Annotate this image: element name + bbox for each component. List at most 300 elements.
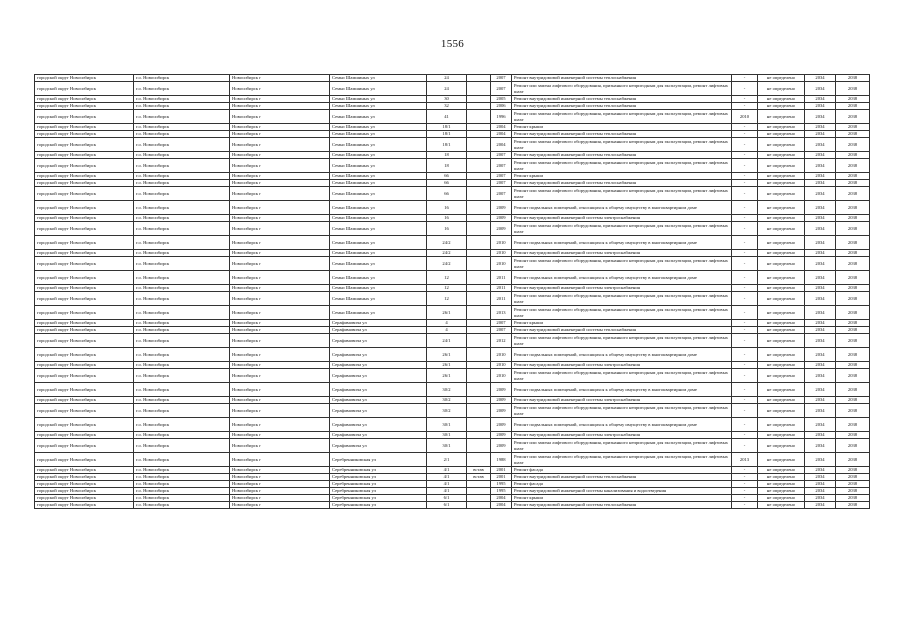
cell-last-repair: -: [732, 495, 758, 502]
cell-letter: [467, 292, 491, 306]
cell-house: 41: [427, 110, 467, 124]
cell-house: 18: [427, 159, 467, 173]
cell-last-repair: -: [732, 502, 758, 509]
cell-last-repair: -: [732, 187, 758, 201]
cell-year-built: 2011: [491, 285, 512, 292]
cell-period-start: 2034: [805, 481, 836, 488]
cell-city: Новосибирск г: [230, 124, 330, 131]
cell-period-start: 2034: [805, 397, 836, 404]
cell-house: 18/1: [427, 138, 467, 152]
cell-house: 30/2: [427, 404, 467, 418]
table-row: [35, 124, 870, 131]
cell-period-end: 2038: [836, 467, 870, 474]
cell-district: г.о. Новосибирск: [134, 152, 230, 159]
cell-year-built: 2010: [491, 257, 512, 271]
cell-letter: [467, 348, 491, 362]
cell-cost: не определено: [758, 180, 805, 187]
cell-cost: не определено: [758, 75, 805, 82]
cell-street: Серафимовича ул: [330, 418, 427, 432]
cell-house: 24/2: [427, 236, 467, 250]
cell-last-repair: 2013: [732, 453, 758, 467]
cell-house: 12: [427, 292, 467, 306]
cell-cost: не определено: [758, 257, 805, 271]
cell-city: Новосибирск г: [230, 362, 330, 369]
cell-district: г.о. Новосибирск: [134, 292, 230, 306]
table-row: [35, 481, 870, 488]
cell-street: Серебренниковская ул: [330, 481, 427, 488]
cell-letter: [467, 124, 491, 131]
cell-period-end: 2038: [836, 404, 870, 418]
cell-city: Новосибирск г: [230, 418, 330, 432]
cell-house: 12: [427, 271, 467, 285]
cell-letter: [467, 159, 491, 173]
cell-district: г.о. Новосибирск: [134, 334, 230, 348]
table-body: [35, 75, 870, 509]
cell-city: Новосибирск г: [230, 495, 330, 502]
cell-letter: [467, 201, 491, 215]
table-row: [35, 222, 870, 236]
cell-city: Новосибирск г: [230, 173, 330, 180]
cell-cost: не определено: [758, 138, 805, 152]
cell-district: г.о. Новосибирск: [134, 362, 230, 369]
cell-municipality: городской округ Новосибирск: [35, 75, 134, 82]
cell-period-start: 2034: [805, 222, 836, 236]
cell-last-repair: -: [732, 103, 758, 110]
cell-district: г.о. Новосибирск: [134, 383, 230, 397]
cell-period-end: 2038: [836, 474, 870, 481]
cell-district: г.о. Новосибирск: [134, 502, 230, 509]
cell-year-built: 2009: [491, 439, 512, 453]
cell-year-built: 2001: [491, 474, 512, 481]
cell-work-type: Ремонт или замена лифтового оборудования, признанного непригодным для эксплуатации, ремонт лифтовых шахт: [512, 404, 732, 418]
cell-street: Серафимовича ул: [330, 369, 427, 383]
cell-work-type: Ремонт внутридомовой инженерной системы теплоснабжения: [512, 180, 732, 187]
cell-period-end: 2038: [836, 110, 870, 124]
cell-period-start: 2034: [805, 187, 836, 201]
cell-period-start: 2034: [805, 124, 836, 131]
cell-period-start: 2034: [805, 285, 836, 292]
cell-city: Новосибирск г: [230, 334, 330, 348]
table-row: [35, 348, 870, 362]
cell-municipality: городской округ Новосибирск: [35, 362, 134, 369]
cell-period-start: 2034: [805, 131, 836, 138]
cell-period-start: 2034: [805, 292, 836, 306]
cell-letter: [467, 418, 491, 432]
cell-house: 26/1: [427, 306, 467, 320]
cell-municipality: городской округ Новосибирск: [35, 215, 134, 222]
cell-cost: не определено: [758, 418, 805, 432]
cell-district: г.о. Новосибирск: [134, 250, 230, 257]
table-row: [35, 250, 870, 257]
cell-street: Серебренниковская ул: [330, 495, 427, 502]
cell-cost: не определено: [758, 152, 805, 159]
cell-house: 30/2: [427, 397, 467, 404]
cell-letter: [467, 320, 491, 327]
cell-municipality: городской округ Новосибирск: [35, 173, 134, 180]
cell-last-repair: -: [732, 173, 758, 180]
cell-street: Семьи Шамшиных ул: [330, 257, 427, 271]
cell-city: Новосибирск г: [230, 432, 330, 439]
cell-period-end: 2038: [836, 432, 870, 439]
cell-last-repair: -: [732, 159, 758, 173]
cell-year-built: 2004: [491, 124, 512, 131]
cell-municipality: городской округ Новосибирск: [35, 327, 134, 334]
cell-cost: не определено: [758, 334, 805, 348]
cell-year-built: 1995: [491, 488, 512, 495]
cell-letter: [467, 453, 491, 467]
cell-letter: [467, 215, 491, 222]
cell-municipality: городской округ Новосибирск: [35, 96, 134, 103]
cell-period-start: 2034: [805, 82, 836, 96]
cell-cost: не определено: [758, 201, 805, 215]
cell-street: Семьи Шамшиных ул: [330, 131, 427, 138]
cell-period-end: 2038: [836, 306, 870, 320]
cell-period-end: 2038: [836, 418, 870, 432]
cell-municipality: городской округ Новосибирск: [35, 250, 134, 257]
cell-cost: не определено: [758, 383, 805, 397]
cell-last-repair: -: [732, 320, 758, 327]
cell-year-built: 1988: [491, 453, 512, 467]
cell-work-type: Ремонт подвальных помещений, относящихся к общему имуществу в многоквартирном доме: [512, 418, 732, 432]
cell-street: Семьи Шамшиных ул: [330, 292, 427, 306]
table-row: [35, 96, 870, 103]
cell-cost: не определено: [758, 320, 805, 327]
cell-city: Новосибирск г: [230, 439, 330, 453]
cell-house: 6/1: [427, 502, 467, 509]
cell-municipality: городской округ Новосибирск: [35, 418, 134, 432]
cell-period-start: 2034: [805, 236, 836, 250]
cell-district: г.о. Новосибирск: [134, 103, 230, 110]
cell-year-built: 2007: [491, 320, 512, 327]
cell-district: г.о. Новосибирск: [134, 75, 230, 82]
cell-street: Семьи Шамшиных ул: [330, 306, 427, 320]
cell-city: Новосибирск г: [230, 82, 330, 96]
cell-period-end: 2038: [836, 96, 870, 103]
cell-last-repair: -: [732, 292, 758, 306]
cell-cost: не определено: [758, 173, 805, 180]
cell-year-built: 2001: [491, 467, 512, 474]
table-row: [35, 474, 870, 481]
cell-period-start: 2034: [805, 180, 836, 187]
cell-municipality: городской округ Новосибирск: [35, 103, 134, 110]
cell-work-type: Ремонт или замена лифтового оборудования, признанного непригодным для эксплуатации, ремонт лифтовых шахт: [512, 138, 732, 152]
cell-cost: не определено: [758, 159, 805, 173]
cell-letter: [467, 439, 491, 453]
cell-period-end: 2038: [836, 488, 870, 495]
cell-municipality: городской округ Новосибирск: [35, 369, 134, 383]
cell-work-type: Ремонт внутридомовой инженерной системы теплоснабжения: [512, 103, 732, 110]
cell-city: Новосибирск г: [230, 75, 330, 82]
cell-house: 4/1: [427, 488, 467, 495]
cell-municipality: городской округ Новосибирск: [35, 432, 134, 439]
table-row: [35, 432, 870, 439]
cell-period-end: 2038: [836, 180, 870, 187]
cell-street: Семьи Шамшиных ул: [330, 187, 427, 201]
cell-work-type: Ремонт внутридомовой инженерной системы теплоснабжения: [512, 131, 732, 138]
cell-house: 24/2: [427, 257, 467, 271]
cell-period-start: 2034: [805, 327, 836, 334]
cell-work-type: Ремонт фасада: [512, 467, 732, 474]
cell-last-repair: -: [732, 250, 758, 257]
cell-municipality: городской округ Новосибирск: [35, 159, 134, 173]
cell-municipality: городской округ Новосибирск: [35, 271, 134, 285]
cell-street: Семьи Шамшиных ул: [330, 180, 427, 187]
cell-work-type: Ремонт подвальных помещений, относящихся к общему имуществу в многоквартирном доме: [512, 201, 732, 215]
cell-year-built: 2007: [491, 82, 512, 96]
cell-period-start: 2034: [805, 250, 836, 257]
cell-year-built: 2009: [491, 397, 512, 404]
repair-schedule-table: [34, 74, 870, 509]
cell-period-end: 2038: [836, 124, 870, 131]
cell-period-end: 2038: [836, 187, 870, 201]
cell-municipality: городской округ Новосибирск: [35, 348, 134, 362]
cell-city: Новосибирск г: [230, 292, 330, 306]
cell-city: Новосибирск г: [230, 96, 330, 103]
cell-year-built: 2004: [491, 138, 512, 152]
cell-cost: не определено: [758, 110, 805, 124]
cell-period-end: 2038: [836, 250, 870, 257]
cell-cost: не определено: [758, 453, 805, 467]
cell-letter: [467, 334, 491, 348]
cell-last-repair: -: [732, 439, 758, 453]
cell-city: Новосибирск г: [230, 222, 330, 236]
cell-city: Новосибирск г: [230, 201, 330, 215]
cell-year-built: 2007: [491, 75, 512, 82]
cell-cost: не определено: [758, 187, 805, 201]
cell-work-type: Ремонт внутридомовой инженерной системы теплоснабжения: [512, 474, 732, 481]
cell-period-end: 2038: [836, 152, 870, 159]
cell-city: Новосибирск г: [230, 481, 330, 488]
cell-city: Новосибирск г: [230, 236, 330, 250]
cell-street: Семьи Шамшиных ул: [330, 124, 427, 131]
cell-period-end: 2038: [836, 285, 870, 292]
cell-street: Серафимовича ул: [330, 327, 427, 334]
cell-work-type: Ремонт или замена лифтового оборудования, признанного непригодным для эксплуатации, ремонт лифтовых шахт: [512, 369, 732, 383]
table-row: [35, 110, 870, 124]
cell-last-repair: -: [732, 201, 758, 215]
cell-work-type: Ремонт крыши: [512, 495, 732, 502]
cell-period-start: 2034: [805, 362, 836, 369]
cell-cost: не определено: [758, 474, 805, 481]
cell-period-start: 2034: [805, 152, 836, 159]
cell-street: Семьи Шамшиных ул: [330, 236, 427, 250]
cell-municipality: городской округ Новосибирск: [35, 439, 134, 453]
cell-house: 12: [427, 285, 467, 292]
cell-district: г.о. Новосибирск: [134, 320, 230, 327]
cell-last-repair: -: [732, 488, 758, 495]
cell-letter: [467, 404, 491, 418]
cell-house: 24/2: [427, 250, 467, 257]
cell-last-repair: -: [732, 180, 758, 187]
cell-period-end: 2038: [836, 236, 870, 250]
cell-letter: [467, 250, 491, 257]
cell-year-built: 2009: [491, 201, 512, 215]
cell-municipality: городской округ Новосибирск: [35, 292, 134, 306]
cell-district: г.о. Новосибирск: [134, 236, 230, 250]
cell-period-start: 2034: [805, 201, 836, 215]
cell-city: Новосибирск г: [230, 453, 330, 467]
cell-year-built: 2005: [491, 96, 512, 103]
table-row: [35, 180, 870, 187]
cell-year-built: 2009: [491, 418, 512, 432]
cell-period-end: 2038: [836, 173, 870, 180]
cell-district: г.о. Новосибирск: [134, 159, 230, 173]
cell-house: 24: [427, 75, 467, 82]
cell-work-type: Ремонт крыши: [512, 173, 732, 180]
cell-city: Новосибирск г: [230, 397, 330, 404]
cell-house: 16: [427, 215, 467, 222]
cell-house: 4: [427, 320, 467, 327]
table-row: [35, 404, 870, 418]
cell-last-repair: -: [732, 306, 758, 320]
cell-house: 26/1: [427, 348, 467, 362]
cell-last-repair: -: [732, 432, 758, 439]
cell-letter: [467, 138, 491, 152]
cell-municipality: городской округ Новосибирск: [35, 285, 134, 292]
table-row: [35, 306, 870, 320]
cell-cost: не определено: [758, 439, 805, 453]
cell-cost: не определено: [758, 124, 805, 131]
cell-last-repair: -: [732, 236, 758, 250]
table-row: [35, 369, 870, 383]
cell-period-end: 2038: [836, 397, 870, 404]
cell-period-end: 2038: [836, 439, 870, 453]
cell-last-repair: -: [732, 257, 758, 271]
cell-city: Новосибирск г: [230, 502, 330, 509]
cell-street: Семьи Шамшиных ул: [330, 201, 427, 215]
cell-work-type: Ремонт подвальных помещений, относящихся к общему имуществу в многоквартирном доме: [512, 271, 732, 285]
table-row: [35, 271, 870, 285]
cell-municipality: городской округ Новосибирск: [35, 474, 134, 481]
table-row: [35, 159, 870, 173]
cell-municipality: городской округ Новосибирск: [35, 110, 134, 124]
cell-street: Серафимовича ул: [330, 432, 427, 439]
table-row: [35, 138, 870, 152]
cell-period-end: 2038: [836, 383, 870, 397]
cell-period-start: 2034: [805, 215, 836, 222]
cell-house: 30/2: [427, 383, 467, 397]
table-row: [35, 215, 870, 222]
cell-period-start: 2034: [805, 271, 836, 285]
cell-letter: [467, 257, 491, 271]
cell-municipality: городской округ Новосибирск: [35, 124, 134, 131]
table-row: [35, 362, 870, 369]
table-row: [35, 502, 870, 509]
table-row: [35, 397, 870, 404]
cell-letter: [467, 180, 491, 187]
cell-district: г.о. Новосибирск: [134, 306, 230, 320]
cell-municipality: городской округ Новосибирск: [35, 495, 134, 502]
cell-period-end: 2038: [836, 271, 870, 285]
cell-period-start: 2034: [805, 488, 836, 495]
cell-work-type: Ремонт внутридомовой инженерной системы канализования и водоотведения: [512, 488, 732, 495]
cell-work-type: Ремонт внутридомовой инженерной системы электроснабжения: [512, 285, 732, 292]
cell-letter: [467, 397, 491, 404]
cell-letter: [467, 495, 491, 502]
cell-street: Серебренниковская ул: [330, 488, 427, 495]
cell-year-built: 2010: [491, 236, 512, 250]
cell-cost: не определено: [758, 271, 805, 285]
cell-district: г.о. Новосибирск: [134, 327, 230, 334]
cell-last-repair: -: [732, 383, 758, 397]
cell-city: Новосибирск г: [230, 138, 330, 152]
cell-last-repair: -: [732, 222, 758, 236]
cell-district: г.о. Новосибирск: [134, 439, 230, 453]
cell-city: Новосибирск г: [230, 152, 330, 159]
cell-district: г.о. Новосибирск: [134, 418, 230, 432]
cell-district: г.о. Новосибирск: [134, 131, 230, 138]
cell-municipality: городской округ Новосибирск: [35, 397, 134, 404]
cell-period-start: 2034: [805, 159, 836, 173]
table-row: [35, 75, 870, 82]
cell-cost: не определено: [758, 103, 805, 110]
cell-last-repair: -: [732, 348, 758, 362]
cell-period-start: 2034: [805, 257, 836, 271]
cell-street: Семьи Шамшиных ул: [330, 152, 427, 159]
cell-cost: не определено: [758, 82, 805, 96]
cell-city: Новосибирск г: [230, 187, 330, 201]
cell-period-end: 2038: [836, 222, 870, 236]
cell-street: Семьи Шамшиных ул: [330, 138, 427, 152]
cell-municipality: городской округ Новосибирск: [35, 467, 134, 474]
cell-cost: не определено: [758, 96, 805, 103]
cell-period-end: 2038: [836, 159, 870, 173]
cell-city: Новосибирск г: [230, 467, 330, 474]
cell-district: г.о. Новосибирск: [134, 432, 230, 439]
cell-city: Новосибирск г: [230, 474, 330, 481]
cell-cost: не определено: [758, 327, 805, 334]
cell-street: Серебренниковская ул: [330, 453, 427, 467]
table-row: [35, 327, 870, 334]
cell-year-built: 2010: [491, 362, 512, 369]
cell-house: 18/1: [427, 131, 467, 138]
cell-year-built: 2004: [491, 502, 512, 509]
cell-cost: не определено: [758, 236, 805, 250]
table-row: [35, 488, 870, 495]
cell-year-built: 2009: [491, 404, 512, 418]
cell-period-end: 2038: [836, 215, 870, 222]
cell-district: г.о. Новосибирск: [134, 110, 230, 124]
cell-district: г.о. Новосибирск: [134, 187, 230, 201]
cell-district: г.о. Новосибирск: [134, 453, 230, 467]
cell-letter: [467, 187, 491, 201]
cell-city: Новосибирск г: [230, 257, 330, 271]
cell-work-type: Ремонт внутридомовой инженерной системы электроснабжения: [512, 250, 732, 257]
table-row: [35, 320, 870, 327]
cell-city: Новосибирск г: [230, 131, 330, 138]
cell-period-end: 2038: [836, 103, 870, 110]
cell-city: Новосибирск г: [230, 383, 330, 397]
table-row: [35, 292, 870, 306]
cell-house: 26/1: [427, 362, 467, 369]
cell-last-repair: -: [732, 397, 758, 404]
cell-year-built: 2007: [491, 173, 512, 180]
cell-year-built: 2012: [491, 334, 512, 348]
cell-year-built: 2004: [491, 495, 512, 502]
cell-year-built: 2007: [491, 152, 512, 159]
cell-district: г.о. Новосибирск: [134, 215, 230, 222]
cell-district: г.о. Новосибирск: [134, 257, 230, 271]
cell-letter: [467, 271, 491, 285]
cell-city: Новосибирск г: [230, 285, 330, 292]
cell-year-built: 2010: [491, 348, 512, 362]
cell-cost: не определено: [758, 131, 805, 138]
cell-period-start: 2034: [805, 320, 836, 327]
cell-period-start: 2034: [805, 418, 836, 432]
cell-work-type: Ремонт внутридомовой инженерной системы теплоснабжения: [512, 96, 732, 103]
cell-house: 66: [427, 180, 467, 187]
cell-district: г.о. Новосибирск: [134, 138, 230, 152]
